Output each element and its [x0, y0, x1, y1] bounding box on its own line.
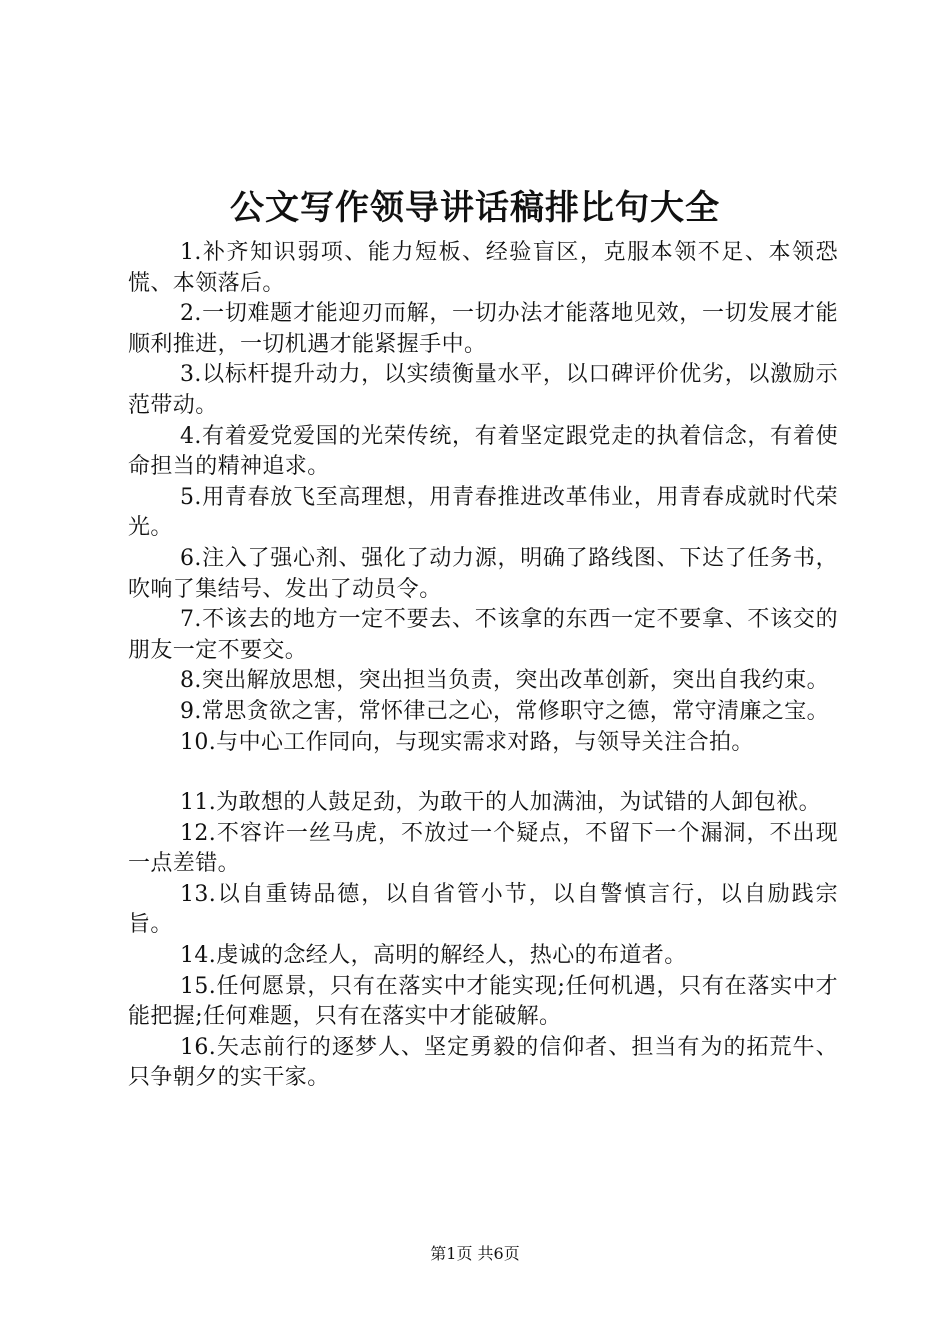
page-number-footer: 第1页 共6页 — [430, 1244, 520, 1263]
paragraph-8: 8.突出解放思想，突出担当负责，突出改革创新，突出自我约束。 — [180, 668, 829, 694]
paragraph-12: 12.不容许一丝马虎，不放过一个疑点，不留下一个漏洞，不出现一点差错。 — [128, 820, 838, 877]
paragraph-1: 1.补齐知识弱项、能力短板、经验盲区，克服本领不足、本领恐慌、本领落后。 — [128, 240, 838, 296]
paragraph-15: 15.任何愿景，只有在落实中才能实现;任何机遇，只有在落实中才能把握;任何难题，只有在落实中才能破解。 — [128, 973, 838, 1030]
paragraph-5: 5.用青春放飞至高理想，用青春推进改革伟业，用青春成就时代荣光。 — [128, 484, 838, 541]
paragraph-13: 13.以自重铸品德，以自省管小节，以自警慎言行，以自励践宗旨。 — [128, 881, 838, 938]
paragraph-4: 4.有着爱党爱国的光荣传统，有着坚定跟党走的执着信念，有着使命担当的精神追求。 — [128, 423, 838, 480]
paragraph-7: 7.不该去的地方一定不要去、不该拿的东西一定不要拿、不该交的朋友一定不要交。 — [128, 607, 838, 663]
document-body — [128, 238, 838, 1094]
paragraph-9: 9.常思贪欲之害，常怀律己之心，常修职守之德，常守清廉之宝。 — [180, 698, 829, 724]
paragraph-16: 16.矢志前行的逐梦人、坚定勇毅的信仰者、担当有为的拓荒牛、只争朝夕的实干家。 — [128, 1034, 838, 1091]
document-title: 公文写作领导讲话稿排比句大全 — [230, 188, 720, 228]
paragraph-14: 14.虔诚的念经人，高明的解经人，热心的布道者。 — [180, 943, 687, 969]
paragraph-6: 6.注入了强心剂、强化了动力源，明确了路线图、下达了任务书，吹响了集结号、发出了动员令。 — [128, 545, 838, 602]
paragraph-2: 2.一切难题才能迎刃而解，一切办法才能落地见效，一切发展才能顺利推进，一切机遇才能紧握手中。 — [128, 301, 838, 357]
paragraph-10: 10.与中心工作同向，与现实需求对路，与领导关注合拍。 — [180, 729, 754, 755]
paragraph-3: 3.以标杆提升动力，以实绩衡量水平，以口碑评价优劣，以激励示范带动。 — [128, 362, 838, 418]
paragraph-11: 11.为敢想的人鼓足劲，为敢干的人加满油，为试错的人卸包袱。 — [180, 790, 821, 816]
